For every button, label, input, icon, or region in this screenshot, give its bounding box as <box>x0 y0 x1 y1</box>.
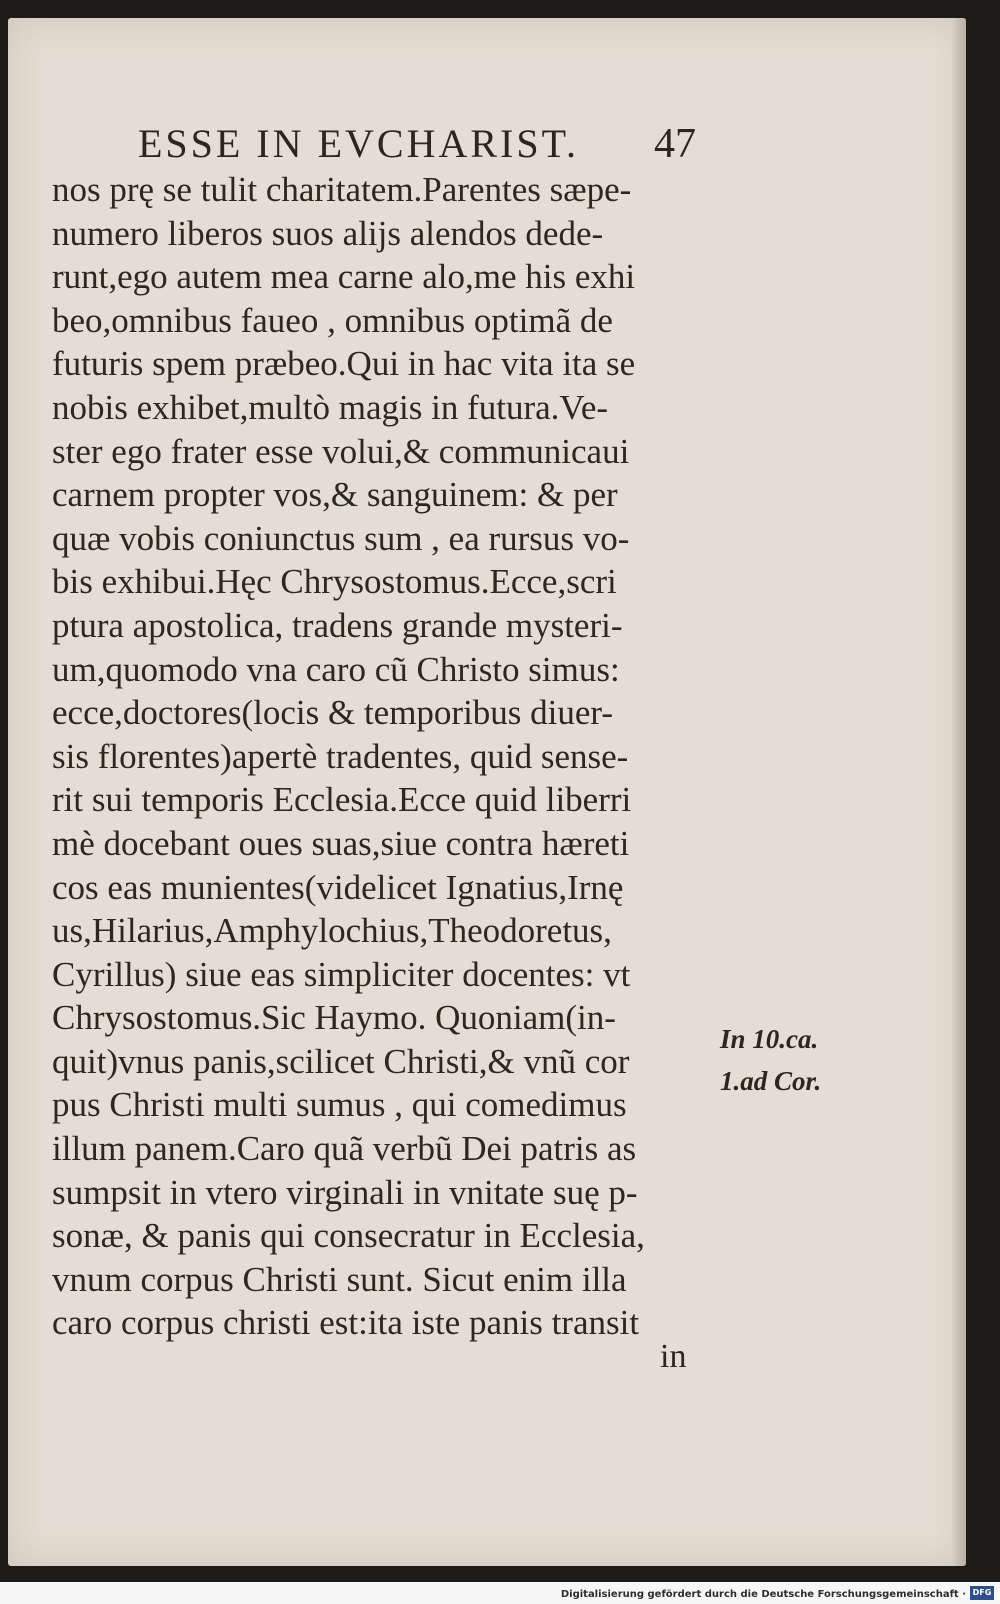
text-line: ptura apostolica, tradens grande mysteri- <box>52 605 623 645</box>
text-line: sis florentes)apertè tradentes, quid sense- <box>52 736 629 776</box>
page-edge <box>952 18 966 1566</box>
text-line: ecce,doctores(locis & temporibus diuer- <box>52 693 614 733</box>
text-line: Chrysostomus.Sic Haymo. Quoniam(in- <box>52 998 616 1038</box>
running-title: ESSE IN EVCHARIST. <box>138 121 580 166</box>
text-line: pus Christi multi sumus , qui comedimus <box>52 1085 627 1125</box>
text-line: sonæ, & panis qui consecratur in Ecclesia, <box>52 1216 645 1256</box>
text-line: us,Hilarius,Amphylochius,Theodoretus, <box>52 911 612 951</box>
text-line: futuris spem præbeo.Qui in hac vita ita se <box>52 344 636 384</box>
text-line: illum panem.Caro quã verbũ Dei patris as <box>52 1129 637 1169</box>
text-line: nos prę se tulit charitatem.Parentes sæpe- <box>52 170 632 209</box>
marginal-note-line: 1.ad Cor. <box>720 1066 822 1096</box>
text-line: um,quomodo vna caro cũ Christo simus: <box>52 649 620 689</box>
text-line: carnem propter vos,& sanguinem: & per <box>52 475 618 515</box>
text-line: nobis exhibet,multò magis in futura.Ve- <box>52 387 609 427</box>
text-line: ster ego frater esse volui,& communicaui <box>52 431 630 471</box>
text-line: numero liberos suos alijs alendos dede- <box>52 213 604 253</box>
text-line: quit)vnus panis,scilicet Christi,& vnũ cor <box>52 1041 630 1081</box>
page-number: 47 <box>654 121 696 167</box>
marginal-note <box>720 1018 856 1102</box>
text-line: rit sui temporis Ecclesia.Ecce quid liberri <box>52 780 632 820</box>
book-page <box>8 18 966 1566</box>
footer-credit: Digitalisierung gefördert durch die Deutsche Forschungsgemeinschaft · <box>560 1589 966 1600</box>
text-line: caro corpus christi est:ita iste panis transit <box>52 1303 640 1343</box>
text-line: beo,omnibus faueo , omnibus optimã de <box>52 300 613 340</box>
text-line: runt,ego autem mea carne alo,me his exhi <box>52 257 636 297</box>
text-line: quæ vobis coniunctus sum , ea rursus vo- <box>52 518 630 558</box>
catchword: in <box>660 1338 687 1375</box>
text-line: Cyrillus) siue eas simpliciter docentes: vt <box>52 954 631 994</box>
dfg-logo: DFG <box>970 1586 994 1600</box>
text-line: sumpsit in vtero virginali in vnitate suę p- <box>52 1172 638 1212</box>
marginal-note-line: In 10.ca. <box>720 1024 819 1054</box>
footer-bar <box>0 1582 1000 1604</box>
text-line: vnum corpus Christi sunt. Sicut enim illa <box>52 1259 627 1299</box>
text-line: mè docebant oues suas,siue contra hæreti <box>52 823 630 863</box>
body-text <box>52 168 712 1345</box>
text-line: bis exhibui.Hęc Chrysostomus.Ecce,scri <box>52 562 617 602</box>
text-line: cos eas munientes(videlicet Ignatius,Irnę <box>52 867 624 907</box>
